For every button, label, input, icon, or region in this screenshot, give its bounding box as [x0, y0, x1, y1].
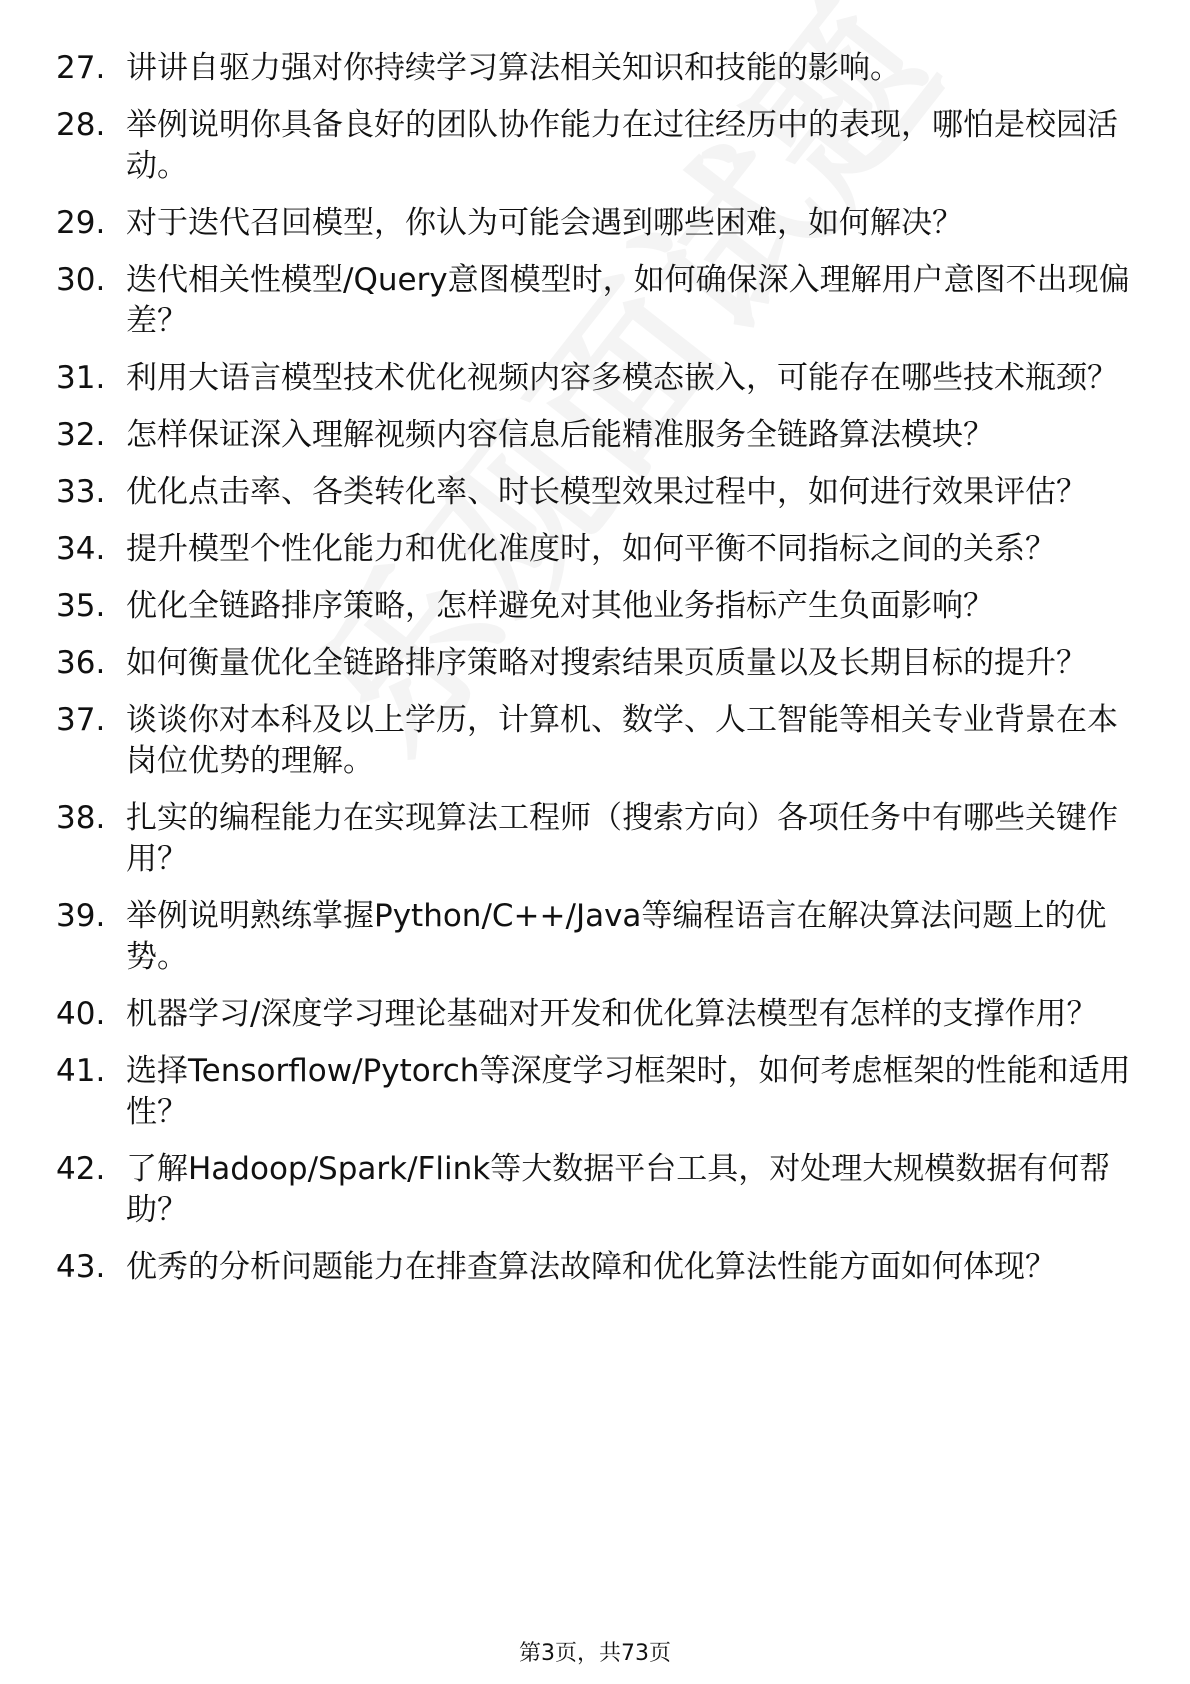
- question-text: 了解Hadoop/Spark/Flink等大数据平台工具，对处理大规模数据有何帮助？: [126, 1151, 1111, 1228]
- question-text: 谈谈你对本科及以上学历，计算机、数学、人工智能等相关专业背景在本岗位优势的理解。: [126, 702, 1118, 779]
- question-number: 31.: [56, 360, 106, 396]
- question-item: [56, 529, 1136, 570]
- question-text: 怎样保证深入理解视频内容信息后能精准服务全链路算法模块？: [126, 417, 994, 453]
- question-text: 扎实的编程能力在实现算法工程师（搜索方向）各项任务中有哪些关键作用？: [126, 800, 1118, 877]
- question-number: 43.: [56, 1249, 106, 1285]
- question-text: 举例说明你具备良好的团队协作能力在过往经历中的表现，哪怕是校园活动。: [126, 107, 1118, 184]
- question-item: [56, 643, 1136, 684]
- question-item: [56, 1051, 1136, 1133]
- question-text: 如何衡量优化全链路排序策略对搜索结果页质量以及长期目标的提升？: [126, 645, 1087, 681]
- question-text: 举例说明熟练掌握Python/C++/Java等编程语言在解决算法问题上的优势。: [126, 898, 1107, 975]
- question-item: [56, 1149, 1136, 1231]
- question-text: 讲讲自驱力强对你持续学习算法相关知识和技能的影响。: [126, 50, 901, 86]
- question-text: 选择Tensorflow/Pytorch等深度学习框架时，如何考虑框架的性能和适用性？: [126, 1053, 1131, 1130]
- question-item: [56, 105, 1136, 187]
- page-footer: 第3页，共73页: [519, 1641, 671, 1666]
- question-number: 39.: [56, 898, 106, 934]
- question-item: [56, 203, 1136, 244]
- question-number: 35.: [56, 588, 106, 624]
- question-number: 30.: [56, 262, 106, 298]
- question-text: 对于迭代召回模型，你认为可能会遇到哪些困难，如何解决？: [126, 205, 963, 241]
- question-item: [56, 896, 1136, 978]
- question-text: 机器学习/深度学习理论基础对开发和优化算法模型有怎样的支撑作用？: [126, 996, 1098, 1032]
- question-number: 33.: [56, 474, 106, 510]
- question-text: 迭代相关性模型/Query意图模型时，如何确保深入理解用户意图不出现偏差？: [126, 262, 1130, 339]
- question-number: 41.: [56, 1053, 106, 1089]
- question-text: 优秀的分析问题能力在排查算法故障和优化算法性能方面如何体现？: [126, 1249, 1056, 1285]
- question-number: 32.: [56, 417, 106, 453]
- question-item: [56, 415, 1136, 456]
- question-item: [56, 994, 1136, 1035]
- question-text: 提升模型个性化能力和优化准度时，如何平衡不同指标之间的关系？: [126, 531, 1056, 567]
- question-item: [56, 586, 1136, 627]
- question-number: 37.: [56, 702, 106, 738]
- question-text: 优化点击率、各类转化率、时长模型效果过程中，如何进行效果评估？: [126, 474, 1087, 510]
- question-number: 28.: [56, 107, 106, 143]
- question-number: 42.: [56, 1151, 106, 1187]
- question-list: [56, 48, 1136, 1304]
- question-item: [56, 472, 1136, 513]
- question-item: [56, 700, 1136, 782]
- question-item: [56, 1247, 1136, 1288]
- question-number: 40.: [56, 996, 106, 1032]
- question-item: [56, 260, 1136, 342]
- question-text: 利用大语言模型技术优化视频内容多模态嵌入，可能存在哪些技术瓶颈？: [126, 360, 1118, 396]
- question-number: 34.: [56, 531, 106, 567]
- question-number: 27.: [56, 50, 106, 86]
- question-number: 36.: [56, 645, 106, 681]
- question-text: 优化全链路排序策略，怎样避免对其他业务指标产生负面影响？: [126, 588, 994, 624]
- question-item: [56, 798, 1136, 880]
- question-item: [56, 358, 1136, 399]
- question-number: 29.: [56, 205, 106, 241]
- question-number: 38.: [56, 800, 106, 836]
- question-item: [56, 48, 1136, 89]
